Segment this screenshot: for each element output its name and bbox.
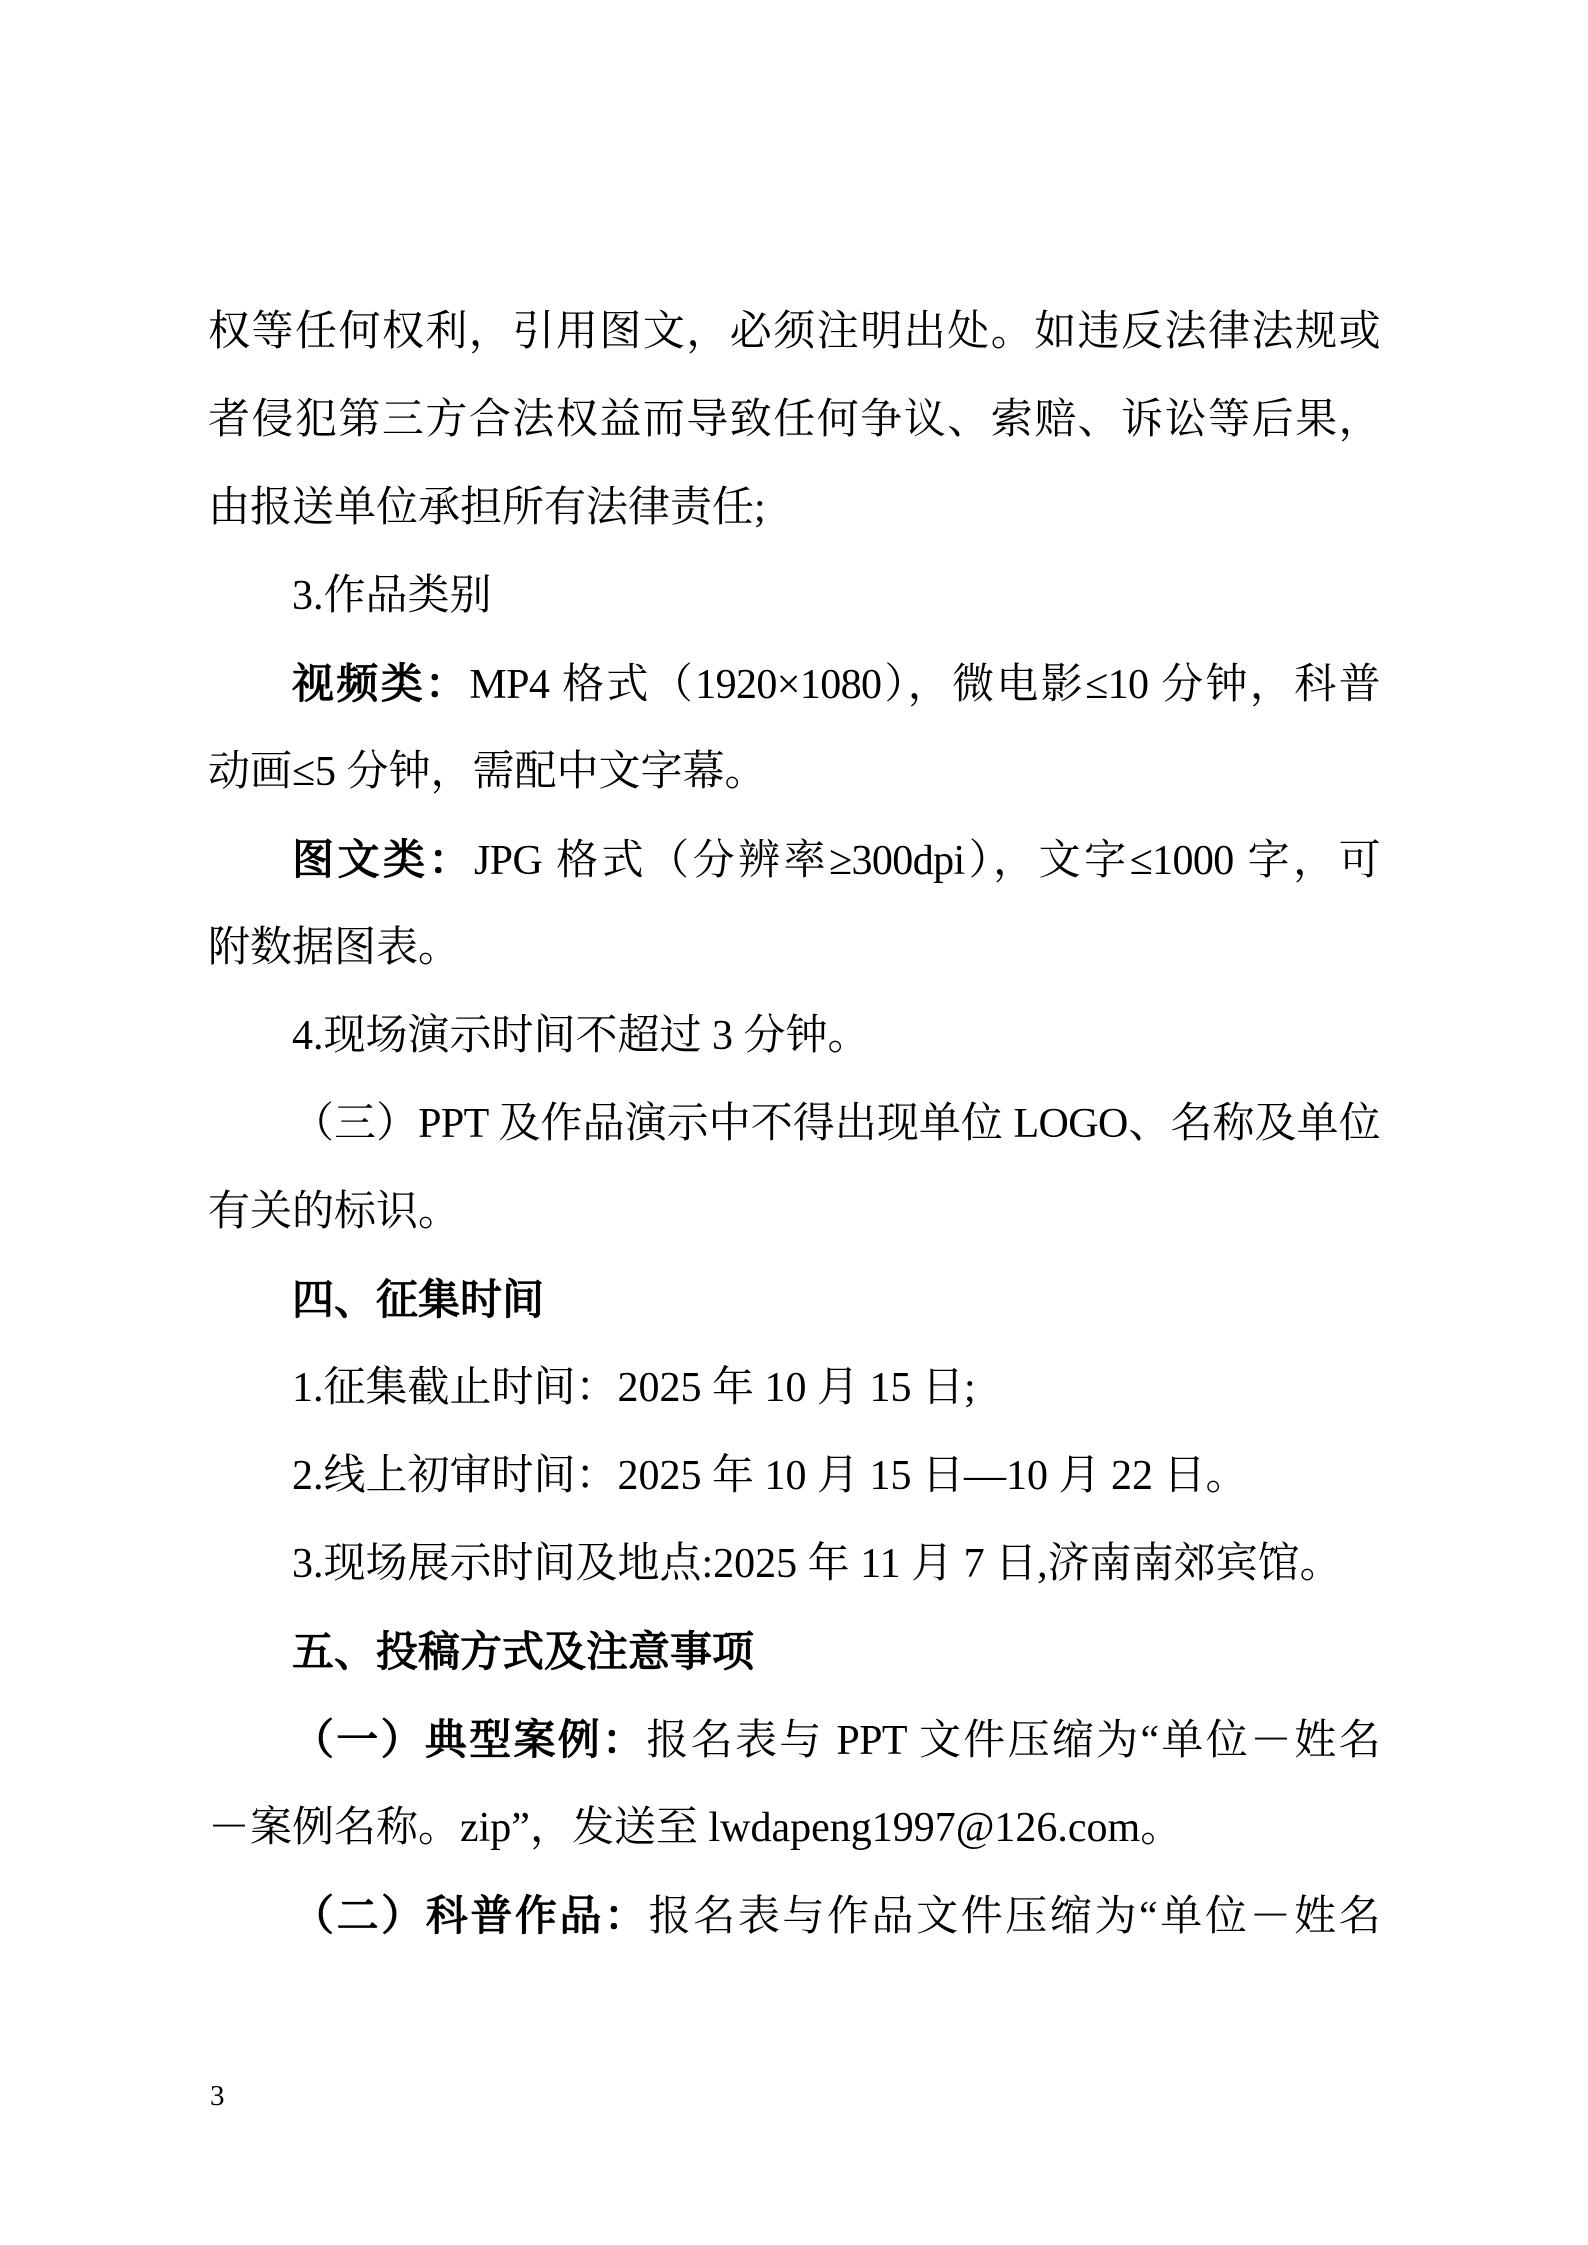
list-item-work-category: 3.作品类别 [292, 573, 492, 619]
section-heading-submission-method: 五、投稿方式及注意事项 [292, 1628, 755, 1675]
list-item-deadline: 1.征集截止时间：2025 年 10 月 15 日; [292, 1365, 976, 1411]
document-page [208, 288, 1380, 1960]
body-text-line [208, 640, 1380, 728]
body-text-line: 由报送单位承担所有法律责任; [208, 485, 766, 531]
video-category-label: 视频类： [292, 660, 470, 707]
section-heading-collection-time: 四、征集时间 [292, 1276, 545, 1323]
body-text-line: 权等任何权利，引用图文，必须注明出处。如违反法律法规或 [208, 309, 1380, 355]
video-category-spec: MP4 格式（1920×1080），微电影≤10 分钟，科普 [469, 662, 1380, 708]
body-text-line: 动画≤5 分钟，需配中文字幕。 [208, 749, 767, 795]
body-text-line [208, 1872, 1380, 1960]
body-text-line: （三）PPT 及作品演示中不得出现单位 LOGO、名称及单位 [292, 1101, 1380, 1147]
typical-case-instruction: 报名表与 PPT 文件压缩为“单位－姓名 [646, 1718, 1381, 1764]
body-text-line: 者侵犯第三方合法权益而导致任何争议、索赔、诉讼等后果， [208, 397, 1380, 443]
list-item-online-review: 2.线上初审时间：2025 年 10 月 15 日—10 月 22 日。 [292, 1453, 1248, 1499]
science-work-label: （二）科普作品： [292, 1892, 649, 1939]
image-text-category-label: 图文类： [292, 836, 474, 883]
body-text-line [208, 1696, 1380, 1784]
list-item-onsite-show: 3.现场展示时间及地点:2025 年 11 月 7 日,济南南郊宾馆。 [292, 1541, 1342, 1587]
body-text-line: 有关的标识。 [208, 1189, 461, 1235]
body-text-line [208, 816, 1380, 904]
image-text-category-spec: JPG 格式（分辨率≥300dpi），文字≤1000 字，可 [473, 838, 1380, 884]
list-item-demo-time: 4.现场演示时间不超过 3 分钟。 [292, 1013, 870, 1059]
body-text-line: 附数据图表。 [208, 925, 461, 971]
science-work-instruction: 报名表与作品文件压缩为“单位－姓名 [648, 1894, 1380, 1940]
typical-case-label: （一）典型案例： [292, 1716, 647, 1763]
body-text-line-email: －案例名称。zip”，发送至 lwdapeng1997@126.com。 [208, 1805, 1183, 1851]
page-number: 3 [210, 2080, 225, 2112]
